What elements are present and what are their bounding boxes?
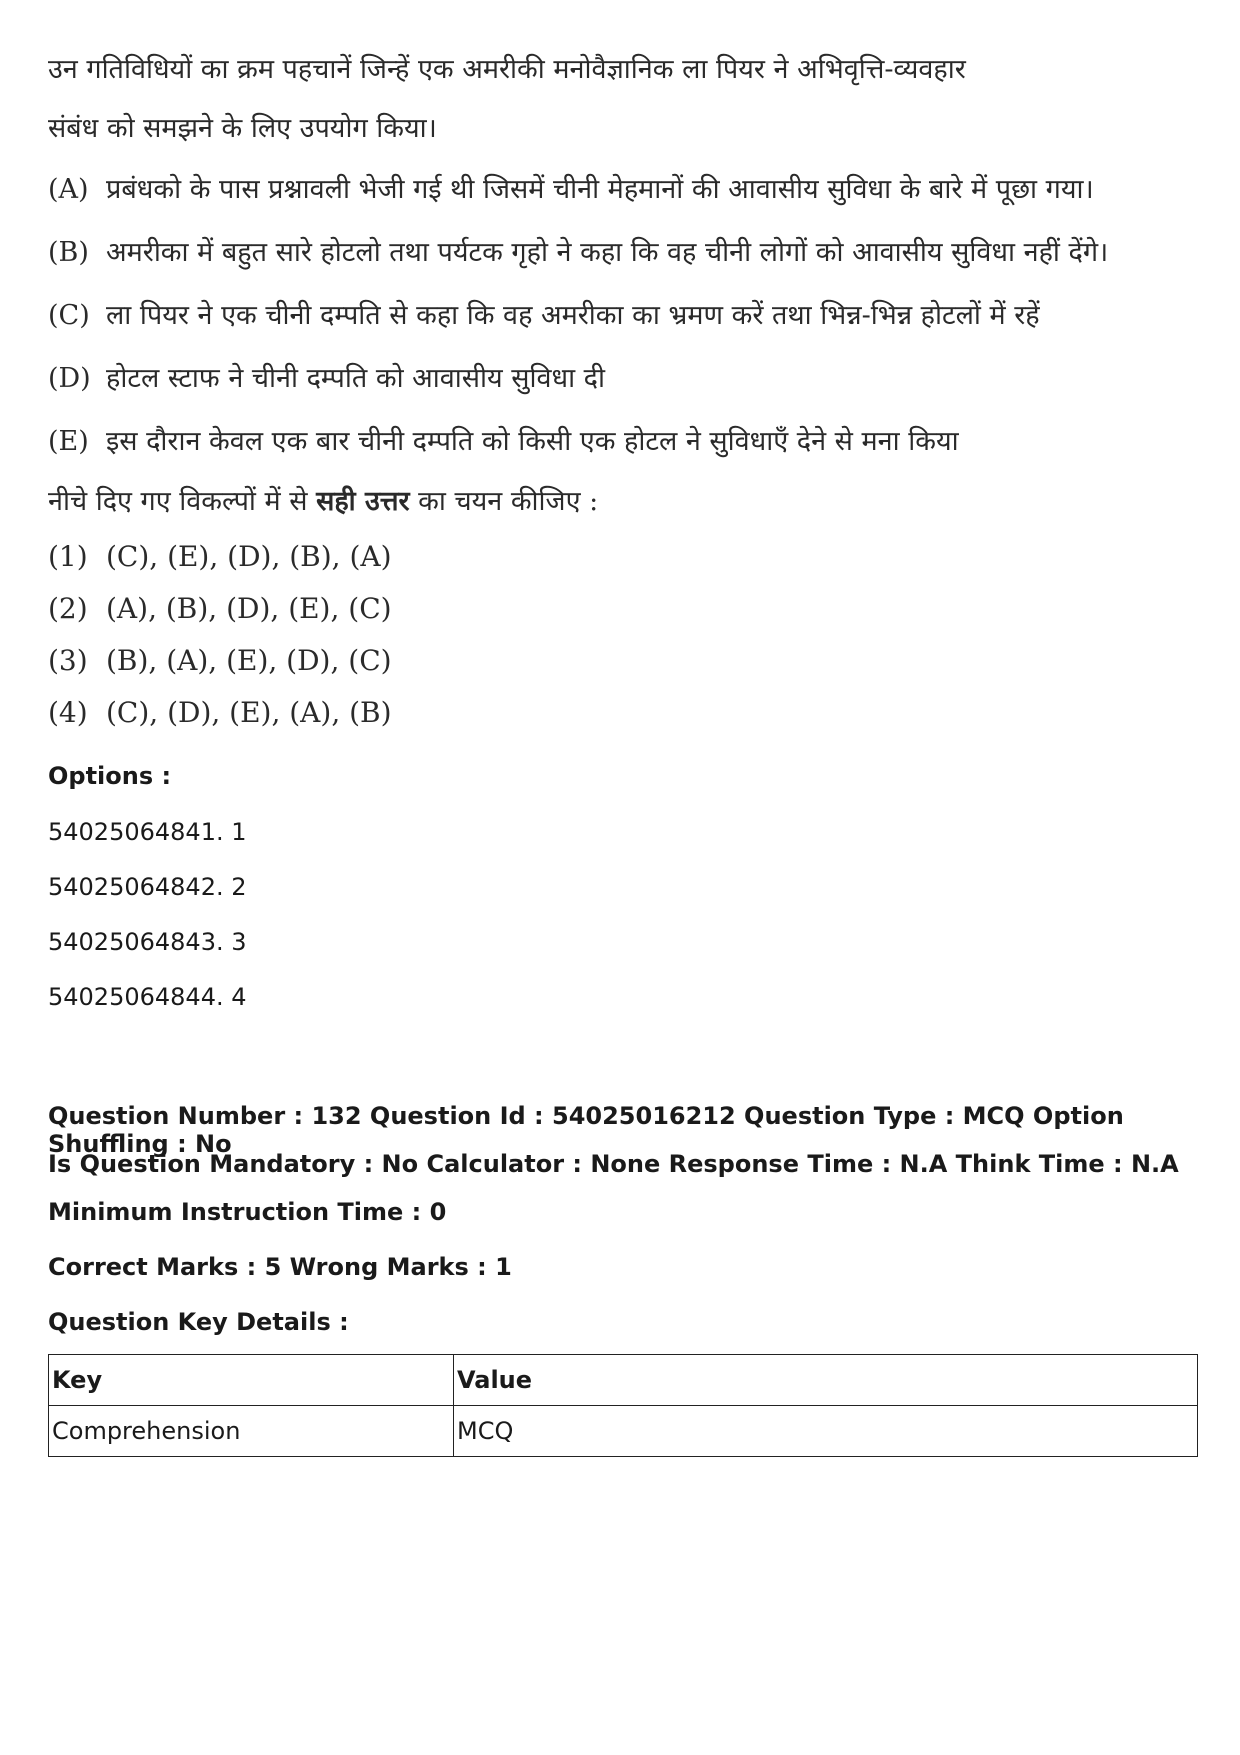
table-header-cell: Value — [454, 1355, 1198, 1406]
table-row — [49, 1406, 1198, 1457]
choice-1 — [48, 531, 968, 583]
statement-e — [48, 410, 968, 473]
choice-4 — [48, 687, 968, 739]
options-heading: Options : — [48, 762, 172, 790]
choice-text: (A), (B), (D), (E), (C) — [106, 592, 392, 625]
statement-text: इस दौरान केवल एक बार चीनी दम्पति को किसी एक होटल ने सुविधाएँ देने से मना किया — [106, 426, 959, 457]
statement-b — [48, 221, 1109, 284]
option-item: 54025064844. 4 — [48, 983, 247, 1011]
statement-label: (A) — [48, 174, 89, 205]
table-header-row — [49, 1355, 1198, 1406]
question-meta-line: Is Question Mandatory : No Calculator : None Response Time : N.A Think Time : N.A — [48, 1150, 1179, 1178]
marks-line: Correct Marks : 5 Wrong Marks : 1 — [48, 1253, 512, 1281]
table-cell: Comprehension — [49, 1406, 454, 1457]
statement-label: (C) — [48, 300, 90, 331]
question-stem: उन गतिविधियों का क्रम पहचानें जिन्हें एक अमरीकी मनोवैज्ञानिक ला पियर ने अभिवृत्ति-व्यवहार संबंध को समझने के लिए उपयोग किया। — [48, 54, 966, 144]
choice-2 — [48, 583, 968, 635]
statement-label: (E) — [48, 426, 89, 457]
question-image — [48, 40, 1109, 739]
choice-label: (1) — [48, 540, 88, 573]
question-key-table — [48, 1354, 1198, 1457]
statement-text: प्रबंधको के पास प्रश्नावली भेजी गई थी जिसमें चीनी मेहमानों की आवासीय सुविधा के बारे में पूछा गया। — [106, 174, 1094, 205]
statement-d — [48, 347, 968, 410]
table-cell: MCQ — [454, 1406, 1198, 1457]
instruction-emphasis: सही उत्तर — [316, 486, 410, 517]
choice-label: (4) — [48, 696, 88, 729]
statement-text: ला पियर ने एक चीनी दम्पति से कहा कि वह अमरीका का भ्रमण करें तथा भिन्न-भिन्न होटलों में रहें — [106, 300, 1040, 331]
key-details-heading: Question Key Details : — [48, 1308, 349, 1336]
question-meta-line: Question Number : 132 Question Id : 54025016212 Question Type : MCQ Option Shuffling : No — [48, 1102, 1124, 1158]
option-item: 54025064841. 1 — [48, 818, 247, 846]
choice-3 — [48, 635, 968, 687]
option-item: 54025064843. 3 — [48, 928, 247, 956]
statement-text: अमरीका में बहुत सारे होटलो तथा पर्यटक गृहो ने कहा कि वह चीनी लोगों को आवासीय सुविधा नहीं देंगे। — [106, 237, 1109, 268]
choice-label: (3) — [48, 644, 88, 677]
option-item: 54025064842. 2 — [48, 873, 247, 901]
question-instruction: नीचे दिए गए विकल्पों में से सही उत्तर का चयन कीजिए : — [48, 486, 599, 517]
choice-text: (C), (E), (D), (B), (A) — [106, 540, 392, 573]
choice-text: (B), (A), (E), (D), (C) — [106, 644, 392, 677]
choice-label: (2) — [48, 592, 88, 625]
statement-a — [48, 158, 1094, 221]
statement-label: (D) — [48, 363, 91, 394]
statement-text: होटल स्टाफ ने चीनी दम्पति को आवासीय सुविधा दी — [106, 363, 606, 394]
choice-text: (C), (D), (E), (A), (B) — [106, 696, 392, 729]
table-header-cell: Key — [49, 1355, 454, 1406]
statement-c — [48, 284, 1040, 347]
statement-label: (B) — [48, 237, 89, 268]
question-meta-line: Minimum Instruction Time : 0 — [48, 1198, 447, 1226]
